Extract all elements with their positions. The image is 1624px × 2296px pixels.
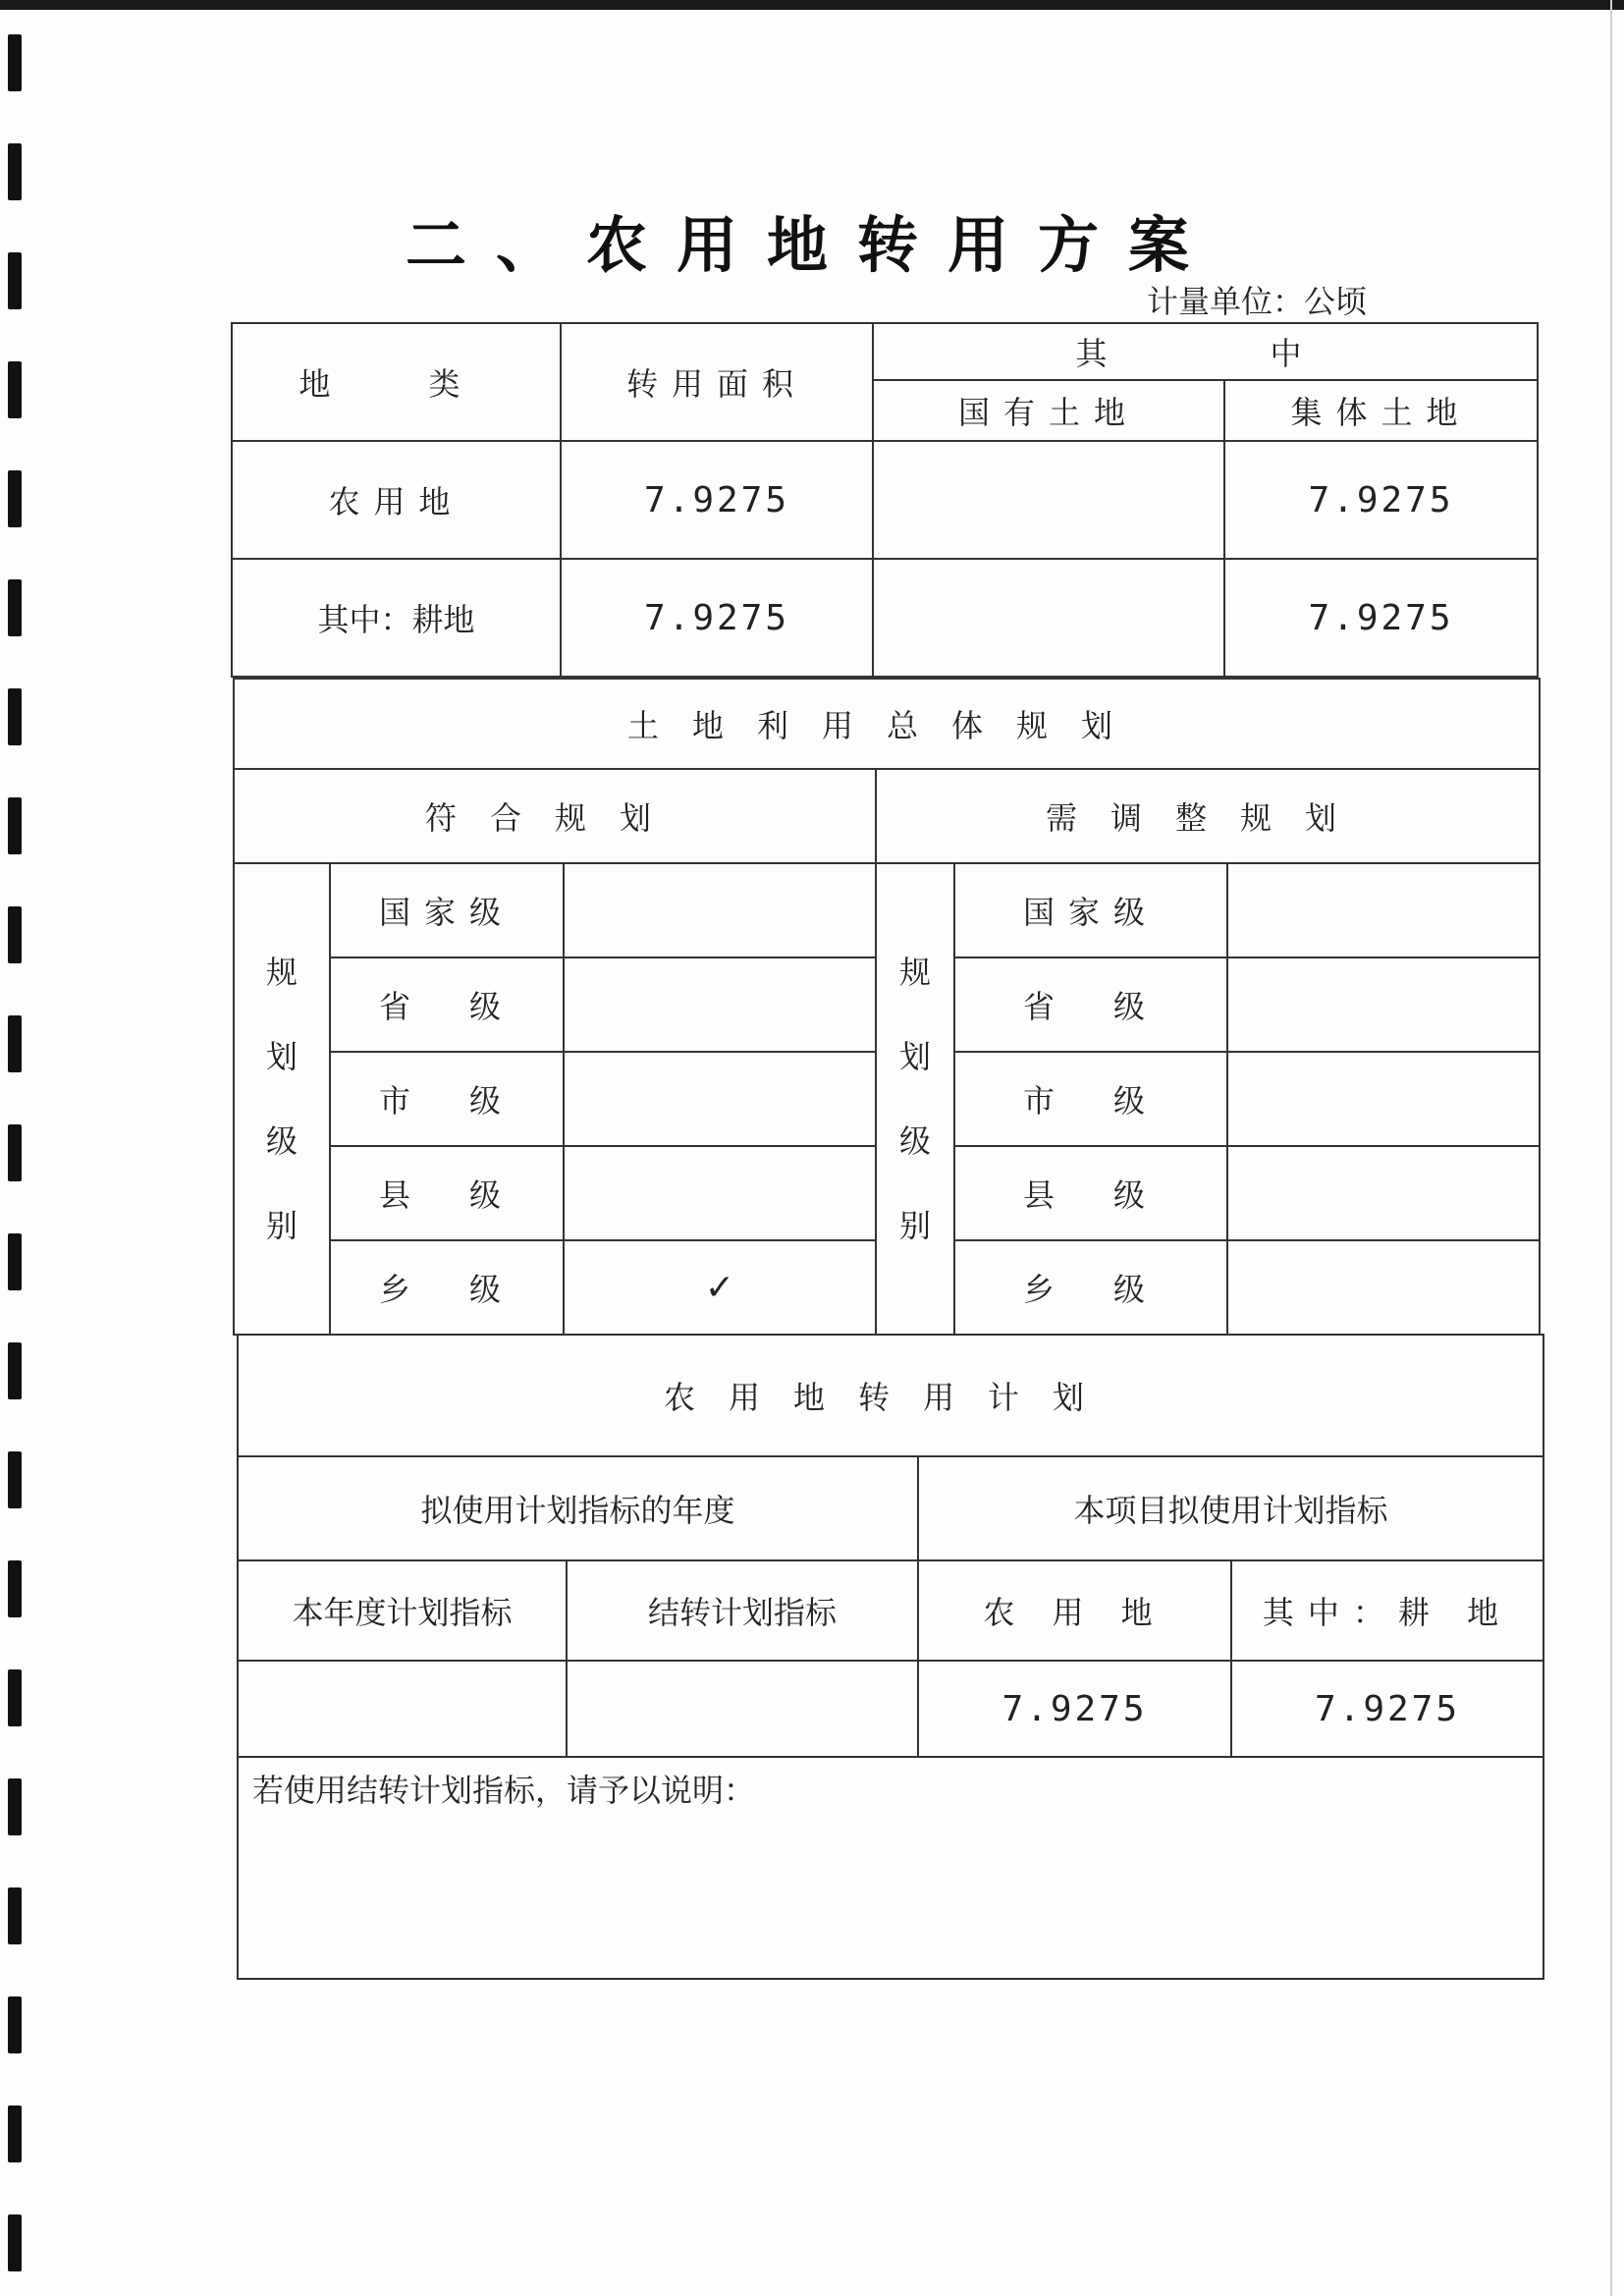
level-label: 省 级 <box>954 957 1227 1052</box>
arable-value: 7.9275 <box>1231 1661 1543 1757</box>
binding-hole <box>8 1778 22 1835</box>
header-of-which: 其 中 <box>873 323 1538 380</box>
binding-hole <box>8 1560 22 1617</box>
conforms-mark <box>564 957 876 1052</box>
conforms-mark <box>564 863 876 957</box>
current-year-header: 本年度计划指标 <box>238 1560 567 1661</box>
binding-hole <box>8 797 22 854</box>
header-collective-land: 集体土地 <box>1224 380 1538 441</box>
binding-hole <box>8 1342 22 1399</box>
binding-hole <box>8 1124 22 1181</box>
binding-hole <box>8 2105 22 2162</box>
binding-hole <box>8 34 22 91</box>
planning-table <box>233 678 1541 1336</box>
level-label: 县 级 <box>330 1146 564 1240</box>
arable-header: 其中：耕 地 <box>1231 1560 1543 1661</box>
header-land-type: 地 类 <box>232 323 561 441</box>
row-state <box>873 559 1224 677</box>
binding-hole <box>8 1669 22 1726</box>
level-label: 乡 级 <box>954 1240 1227 1335</box>
conforms-mark <box>564 1052 876 1146</box>
binding-hole <box>8 1887 22 1944</box>
level-label: 省 级 <box>330 957 564 1052</box>
level-group-right <box>876 863 954 1335</box>
conforms-check-mark: ✓ <box>564 1240 876 1335</box>
plan-project-header: 本项目拟使用计划指标 <box>918 1456 1543 1560</box>
carryover-note-label: 若使用结转计划指标，请予以说明： <box>252 1772 756 1809</box>
conversion-plan-table <box>237 1334 1544 1980</box>
row-area: 7.9275 <box>561 441 873 559</box>
level-label: 乡 级 <box>330 1240 564 1335</box>
header-state-land: 国有土地 <box>873 380 1224 441</box>
binding-hole <box>8 143 22 200</box>
level-label: 县 级 <box>954 1146 1227 1240</box>
unit-label: 计量单位：公顷 <box>1147 283 1368 320</box>
page-edge <box>1610 0 1612 2296</box>
current-year-value <box>238 1661 567 1757</box>
binding-hole <box>8 1015 22 1072</box>
row-collective: 7.9275 <box>1224 559 1538 677</box>
adjust-mark <box>1227 863 1540 957</box>
carryover-note <box>238 1757 1543 1979</box>
level-label: 市 级 <box>330 1052 564 1146</box>
plan-section-title: 农用地转用计划 <box>238 1335 1543 1456</box>
row-label: 其中：耕地 <box>232 559 561 677</box>
row-label: 农用地 <box>232 441 561 559</box>
adjust-mark <box>1227 957 1540 1052</box>
planning-section-title: 土地利用总体规划 <box>234 679 1540 769</box>
row-state <box>873 441 1224 559</box>
binding-hole <box>8 688 22 745</box>
level-label: 市 级 <box>954 1052 1227 1146</box>
scan-top-edge <box>0 0 1624 10</box>
binding-hole <box>8 1233 22 1290</box>
adjust-mark <box>1227 1146 1540 1240</box>
needs-adjust-header: 需调整规划 <box>876 769 1540 863</box>
page-title: 二、农用地转用方案 <box>405 209 1218 281</box>
binding-hole <box>8 1451 22 1508</box>
adjust-mark <box>1227 1052 1540 1146</box>
plan-year-header: 拟使用计划指标的年度 <box>238 1456 918 1560</box>
adjust-mark <box>1227 1240 1540 1335</box>
row-collective: 7.9275 <box>1224 441 1538 559</box>
carryover-header: 结转计划指标 <box>567 1560 918 1661</box>
header-converted-area: 转用面积 <box>561 323 873 441</box>
level-group-label: 规划级别 <box>265 954 298 1244</box>
binding-hole <box>8 579 22 636</box>
farmland-value: 7.9275 <box>918 1661 1231 1757</box>
conversion-table <box>231 322 1539 678</box>
conforms-mark <box>564 1146 876 1240</box>
conforms-header: 符合规划 <box>234 769 876 863</box>
level-group-label: 规划级别 <box>898 954 931 1244</box>
binding-hole <box>8 2214 22 2271</box>
binding-hole <box>8 470 22 527</box>
binding-hole <box>8 906 22 963</box>
binding-hole <box>8 1996 22 2053</box>
level-group-left <box>234 863 330 1335</box>
level-label: 国家级 <box>330 863 564 957</box>
farmland-header: 农 用 地 <box>918 1560 1231 1661</box>
binding-hole <box>8 361 22 418</box>
row-area: 7.9275 <box>561 559 873 677</box>
level-label: 国家级 <box>954 863 1227 957</box>
carryover-value <box>567 1661 918 1757</box>
